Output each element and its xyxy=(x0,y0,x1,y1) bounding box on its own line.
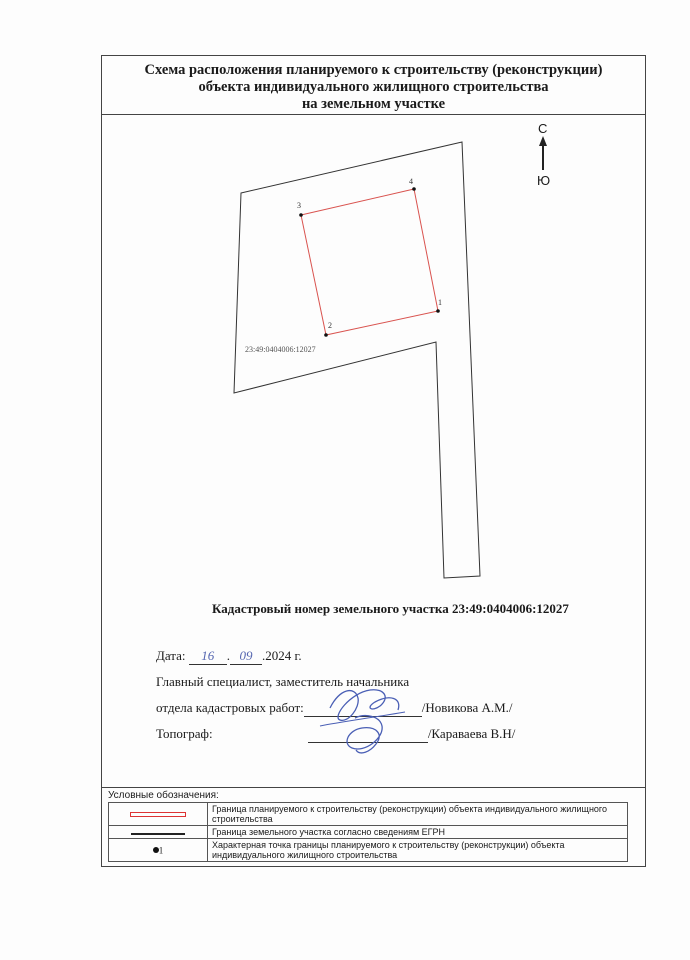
legend-text: Граница земельного участка согласно сведениям ЕГРН xyxy=(208,826,628,839)
date-year: .2024 г. xyxy=(262,648,302,663)
legend-table xyxy=(108,802,628,862)
date-day: 16 xyxy=(189,648,227,665)
legend-row xyxy=(109,839,628,862)
point-2-marker xyxy=(324,333,328,337)
title-line-1: Схема расположения планируемого к строительству (реконструкции) xyxy=(144,62,603,78)
position-line-1: Главный специалист, заместитель начальника xyxy=(156,674,410,689)
date-label: Дата: xyxy=(156,648,186,663)
point-1-label: 1 xyxy=(438,298,442,307)
compass-north-label: С xyxy=(538,121,548,136)
legend-block xyxy=(102,787,645,868)
date-line: Дата: 16 . 09 .2024 г. xyxy=(156,648,302,663)
legend-text: Характерная точка границы планируемого к строительству (реконструкции) объекта индивидуального жилищного строительства xyxy=(208,839,628,862)
legend-symbol-red-line xyxy=(109,803,208,826)
position-line-2: отдела кадастровых работ: xyxy=(156,700,304,715)
legend-row xyxy=(109,826,628,839)
signer-2-name: /Караваева В.Н/ xyxy=(427,726,516,741)
compass-south-label: Ю xyxy=(537,173,551,188)
point-3-label: 3 xyxy=(297,201,301,210)
legend-text: Граница планируемого к строительству (реконструкции) объекта индивидуального жилищного строительства xyxy=(208,803,628,826)
document-sheet xyxy=(101,55,646,867)
date-month: 09 xyxy=(230,648,262,665)
parcel-number-label: 23:49:0404006:12027 xyxy=(245,345,316,354)
point-1-marker xyxy=(436,309,440,313)
title-line-2: объекта индивидуального жилищного строительства xyxy=(198,79,549,95)
point-4-marker xyxy=(412,187,416,191)
point-2-label: 2 xyxy=(328,321,332,330)
legend-symbol-black-line xyxy=(109,826,208,839)
legend-row xyxy=(109,803,628,826)
legend-title: Условные обозначения: xyxy=(108,790,219,801)
red-boundary-icon xyxy=(130,812,186,817)
point-3-marker xyxy=(299,213,303,217)
cadastral-number-line: Кадастровый номер земельного участка 23:49:0404006:12027 xyxy=(212,601,569,616)
signer-1-name: /Новикова А.М./ xyxy=(421,700,513,715)
parcel-boundary xyxy=(234,142,480,578)
topographer-label: Топограф: xyxy=(156,726,213,741)
compass-arrowhead-icon xyxy=(539,136,547,146)
handwritten-signature-icon xyxy=(310,668,420,764)
title-line-3: на земельном участке xyxy=(301,96,446,112)
point-4-label: 4 xyxy=(409,177,413,186)
legend-point-number: 1 xyxy=(158,845,164,856)
legend-symbol-point xyxy=(109,839,208,862)
black-boundary-icon xyxy=(131,833,185,835)
building-outline xyxy=(301,189,438,335)
